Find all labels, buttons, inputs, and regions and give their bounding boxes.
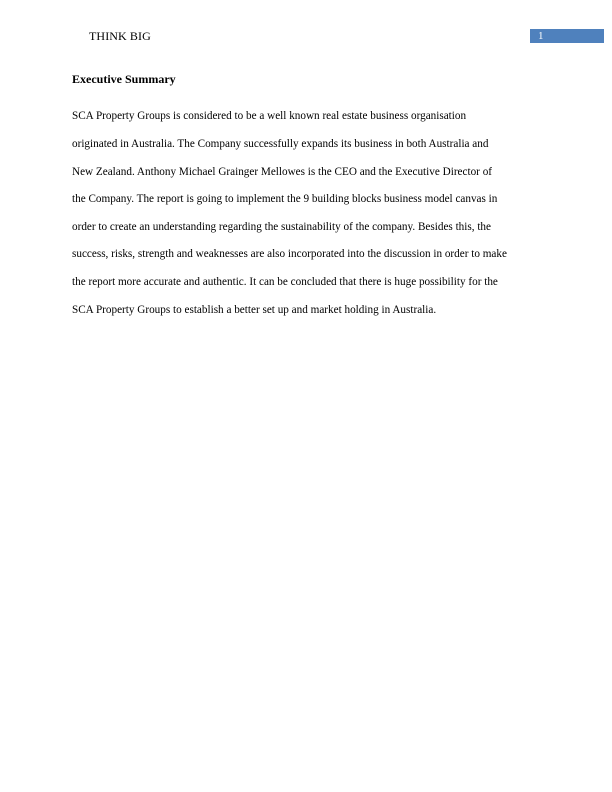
paragraph-line: New Zealand. Anthony Michael Grainger Mellowes is the CEO and the Executive Director of [72, 166, 493, 178]
paragraph-line: originated in Australia. The Company successfully expands its business in both Australia and [72, 138, 489, 150]
paragraph-line: success, risks, strength and weaknesses are also incorporated into the discussion in order to make [72, 248, 507, 260]
paragraph-line: order to create an understanding regarding the sustainability of the company. Besides this, the [72, 221, 491, 233]
section-heading: Executive Summary [72, 72, 176, 86]
paragraph-line: the report more accurate and authentic. It can be concluded that there is huge possibility for the [72, 276, 498, 288]
running-header-title: THINK BIG [89, 29, 151, 43]
paragraph-line: the Company. The report is going to implement the 9 building blocks business model canvas in [72, 193, 498, 205]
paragraph-line: SCA Property Groups to establish a better set up and market holding in Australia. [72, 304, 437, 316]
paragraph-line: SCA Property Groups is considered to be a well known real estate business organisation [72, 110, 467, 122]
page-number: 1 [538, 30, 544, 42]
page-number-badge [530, 29, 604, 43]
